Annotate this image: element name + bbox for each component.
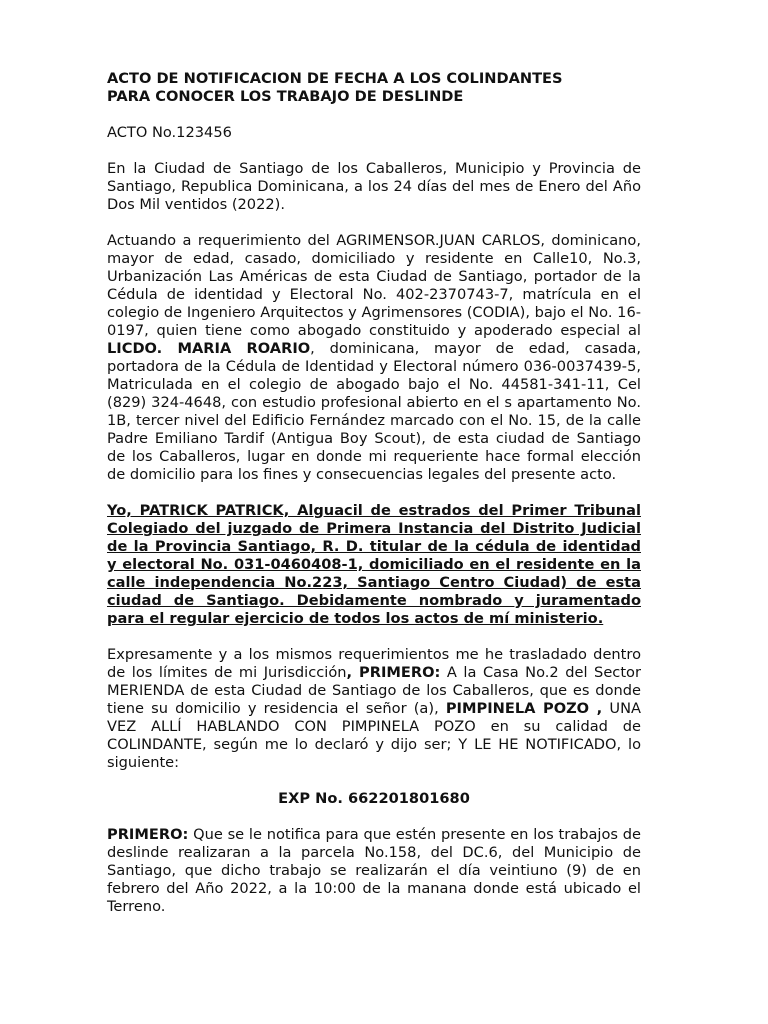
neighbor-name: PIMPINELA POZO , [445,700,603,717]
paragraph-notification [107,826,641,916]
requirement-text-a: Actuando a requerimiento del AGRIMENSOR.JUAN CARLOS, dominicano, mayor de edad, casado, domiciliado y residente en Calle10, No.3, Urbanización Las Américas de esta Ciudad de Santiago, portador de la Cédula de identidad y Electoral No. 402-2370743-7, matrícula en el colegio de Ingeniero Arquitectos y Agrimensores (CODIA), bajo el No. 16-0197, quien tiene como abogado constituido y apoderado especial al [107,232,641,339]
document-title [107,70,641,106]
paragraph-transfer [107,646,641,772]
document-page [107,70,641,916]
paragraph-bailiff: Yo, PATRICK PATRICK, Alguacil de estrados del Primer Tribunal Colegiado del juzgado de Primera Instancia del Distrito Judicial de la Provincia Santiago, R. D. titular de la cédula de identidad y electoral No. 031-0460408-1, domiciliado en el residente en la calle independencia No.223, Santiago Centro Ciudad) de esta ciudad de Santiago. Debidamente nombrado y juramentado para el regular ejercicio de todos los actos de mí ministerio. [107,502,641,627]
paragraph-location-date: En la Ciudad de Santiago de los Caballeros, Municipio y Provincia de Santiago, Republica Dominicana, a los 24 días del mes de Enero del Año Dos Mil ventidos (2022). [107,160,641,213]
lawyer-name: LICDO. MARIA ROARIO [107,340,311,357]
paragraph-requirement [107,232,641,484]
acto-number: ACTO No.123456 [107,124,232,141]
notification-text: Que se le notifica para que estén presente en los trabajos de deslinde realizaran a la parcela No.158, del DC.6, del Municipio de Santiago, que dicho trabajo se realizarán el día veintiuno (9) de en febrero del Año 2022, a la 10:00 de la manana donde está ubicado el Terreno. [107,826,641,915]
exp-number: EXP No. 662201801680 [278,790,470,807]
title-line-2: PARA CONOCER LOS TRABAJO DE DESLINDE [107,88,464,105]
transfer-text-c: UNA VEZ ALLÍ HABLANDO CON PIMPINELA POZO en su calidad de COLINDANTE, según me lo declaró y dijo ser; Y LE HE NOTIFICADO, lo siguiente: [107,700,641,771]
notification-label: PRIMERO: [107,826,189,843]
transfer-text-a: Expresamente y a los mismos requerimientos me he trasladado dentro de los límites de mi Jurisdicción [107,646,641,681]
requirement-text-b: , dominicana, mayor de edad, casada, portadora de la Cédula de Identidad y Electoral número 036-0037439-5, Matriculada en el colegio de abogado bajo el No. 44581-341-11, Cel (829) 324-4648, con estudio profesional abierto en el s apartamento No. 1B, tercer nivel del Edificio Fernández marcado con el No. 15, de la calle Padre Emiliano Tardif (Antigua Boy Scout), de esta ciudad de Santiago de los Caballeros, lugar en donde mi requeriente hace formal elección de domicilio para los fines y consecuencias legales del presente acto. [107,340,641,483]
transfer-text-b: A la Casa No.2 del Sector MERIENDA de esta Ciudad de Santiago de los Caballeros, que es donde tiene su domicilio y residencia el señor (a), [107,664,641,717]
title-line-1: ACTO DE NOTIFICACION DE FECHA A LOS COLINDANTES [107,70,563,87]
primero-label: , PRIMERO: [346,664,441,681]
